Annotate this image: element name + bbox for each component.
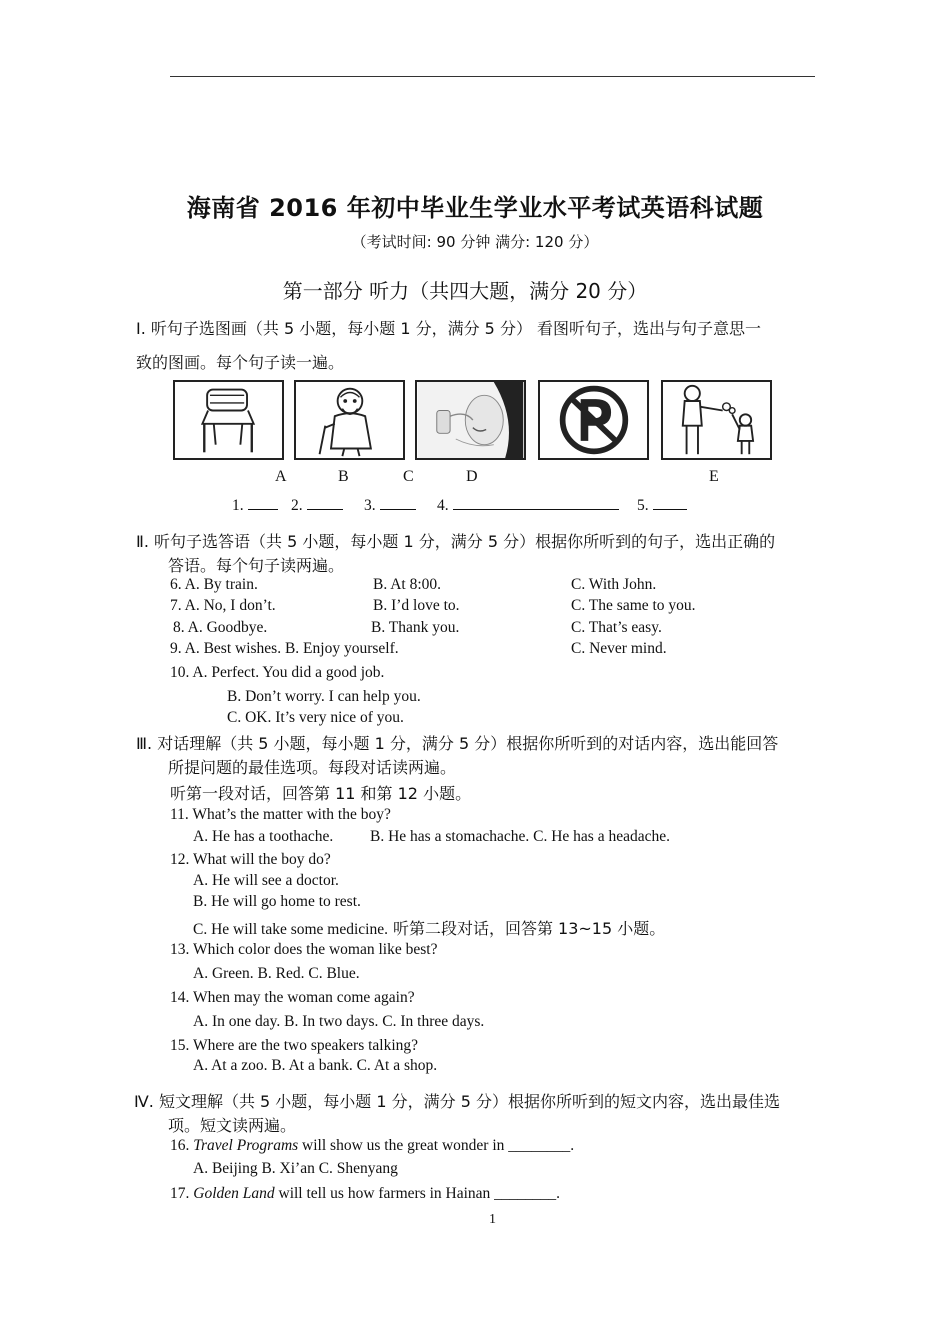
page-number: 1 (489, 1212, 496, 1227)
answer-3 (364, 495, 416, 515)
q13: 13. Which color does the woman like best? (170, 941, 438, 958)
section2-heading-line2: 答语。每个句子读两遍。 (168, 556, 345, 575)
q6-option-c: C. With John. (571, 576, 657, 593)
q16 (170, 1137, 574, 1155)
q7-option-b: B. I’d love to. (373, 597, 460, 614)
q16-program-name: Travel Programs (193, 1137, 299, 1154)
q12-option-b: B. He will go home to rest. (193, 893, 361, 910)
answer-3-blank[interactable] (380, 495, 416, 510)
answer-1-blank[interactable] (248, 495, 278, 510)
answer-1-number: 1. (232, 497, 244, 514)
q10-option-a: 10. A. Perfect. You did a good job. (170, 664, 385, 681)
picture-d-no-parking (538, 380, 649, 460)
picture-label-e: E (709, 468, 719, 485)
q12-option-c: C. He will take some medicine. (193, 921, 388, 938)
q14: 14. When may the woman come again? (170, 989, 415, 1006)
q8-option-a: 8. A. Goodbye. (173, 619, 268, 636)
answer-4-blank[interactable] (453, 495, 619, 510)
section3-heading-line1: Ⅲ. 对话理解（共 5 小题，每小题 1 分，满分 5 分）根据你所听到的对话内容，选出能回答 (136, 734, 779, 753)
q12: 12. What will the boy do? (170, 851, 331, 868)
picture-e-flowers (661, 380, 772, 460)
answer-2-blank[interactable] (307, 495, 343, 510)
no-parking-icon (540, 382, 647, 458)
section3-heading-line2: 所提问题的最佳选项。每段对话读两遍。 (168, 758, 457, 777)
woman-drinking-icon (417, 382, 524, 458)
section4-heading-line1: Ⅳ. 短文理解（共 5 小题，每小题 1 分，满分 5 分）根据你所听到的短文内容，选出最佳选 (134, 1092, 780, 1111)
section4-heading-line2: 项。短文读两遍。 (168, 1116, 297, 1135)
dialog2-instruction: 听第二段对话，回答第 13~15 小题。 (392, 919, 666, 938)
q14-options: A. In one day. B. In two days. C. In three days. (193, 1013, 485, 1030)
q16-number: 16. (170, 1137, 190, 1154)
picture-b-old-man (294, 380, 405, 460)
q7-option-a: 7. A. No, I don’t. (170, 597, 276, 614)
section1-heading-line2: 致的图画。每个句子读一遍。 (136, 353, 345, 372)
q9-option-c: C. Never mind. (571, 640, 667, 657)
picture-label-d: D (466, 468, 478, 485)
old-man-cane-icon (296, 382, 403, 458)
answer-3-number: 3. (364, 497, 376, 514)
section1-heading-line1: Ⅰ. 听句子选图画（共 5 小题，每小题 1 分，满分 5 分） 看图听句子，选出与句子意思一 (136, 319, 762, 338)
answer-5-number: 5. (637, 497, 649, 514)
q17-text: will tell us how farmers in Hainan ________. (274, 1185, 561, 1202)
q11-option-bc: B. He has a stomachache. C. He has a headache. (370, 828, 670, 845)
q13-options: A. Green. B. Red. C. Blue. (193, 965, 360, 982)
q6-option-a: 6. A. By train. (170, 576, 258, 593)
answer-5 (637, 495, 687, 515)
exam-title: 海南省 2016 年初中毕业生学业水平考试英语科试题 (186, 194, 764, 222)
q8-option-c: C. That’s easy. (571, 619, 662, 636)
answer-4 (437, 495, 619, 515)
q17-number: 17. (170, 1185, 190, 1202)
picture-label-b: B (338, 468, 349, 485)
q12-option-a: A. He will see a doctor. (193, 872, 339, 889)
answer-1 (232, 495, 278, 515)
q15-options: A. At a zoo. B. At a bank. C. At a shop. (193, 1057, 438, 1074)
q9-option-ab: 9. A. Best wishes. B. Enjoy yourself. (170, 640, 399, 657)
part1-title: 第一部分 听力（共四大题，满分 20 分） (282, 279, 648, 303)
answer-5-blank[interactable] (653, 495, 687, 510)
q17 (170, 1185, 560, 1203)
chair-icon (175, 382, 282, 458)
q6-option-b: B. At 8:00. (373, 576, 442, 593)
header-rule (170, 76, 815, 77)
q10-option-b: B. Don’t worry. I can help you. (227, 688, 421, 705)
answer-2-number: 2. (291, 497, 303, 514)
q16-text: will show us the great wonder in ________. (298, 1137, 575, 1154)
picture-label-c: C (403, 468, 414, 485)
q7-option-c: C. The same to you. (571, 597, 696, 614)
q12-option-c-line (193, 916, 665, 939)
q8-option-b: B. Thank you. (371, 619, 460, 636)
answer-2 (291, 495, 343, 515)
answer-4-number: 4. (437, 497, 449, 514)
q11: 11. What’s the matter with the boy? (170, 806, 391, 823)
picture-a-chair (173, 380, 284, 460)
q17-program-name: Golden Land (193, 1185, 275, 1202)
q15: 15. Where are the two speakers talking? (170, 1037, 419, 1054)
q11-option-a: A. He has a toothache. (193, 828, 334, 845)
dialog1-instruction: 听第一段对话，回答第 11 和第 12 小题。 (170, 784, 472, 803)
picture-c-woman-drinking (415, 380, 526, 460)
section2-heading-line1: Ⅱ. 听句子选答语（共 5 小题，每小题 1 分，满分 5 分）根据你所听到的句子，选出正确的 (136, 532, 776, 551)
exam-subtitle: （考试时间: 90 分钟 满分: 120 分） (351, 233, 599, 251)
picture-label-a: A (275, 468, 287, 485)
q10-option-c: C. OK. It’s very nice of you. (227, 709, 404, 726)
woman-giving-flowers-icon (663, 382, 770, 458)
q16-options: A. Beijing B. Xi’an C. Shenyang (193, 1160, 398, 1177)
